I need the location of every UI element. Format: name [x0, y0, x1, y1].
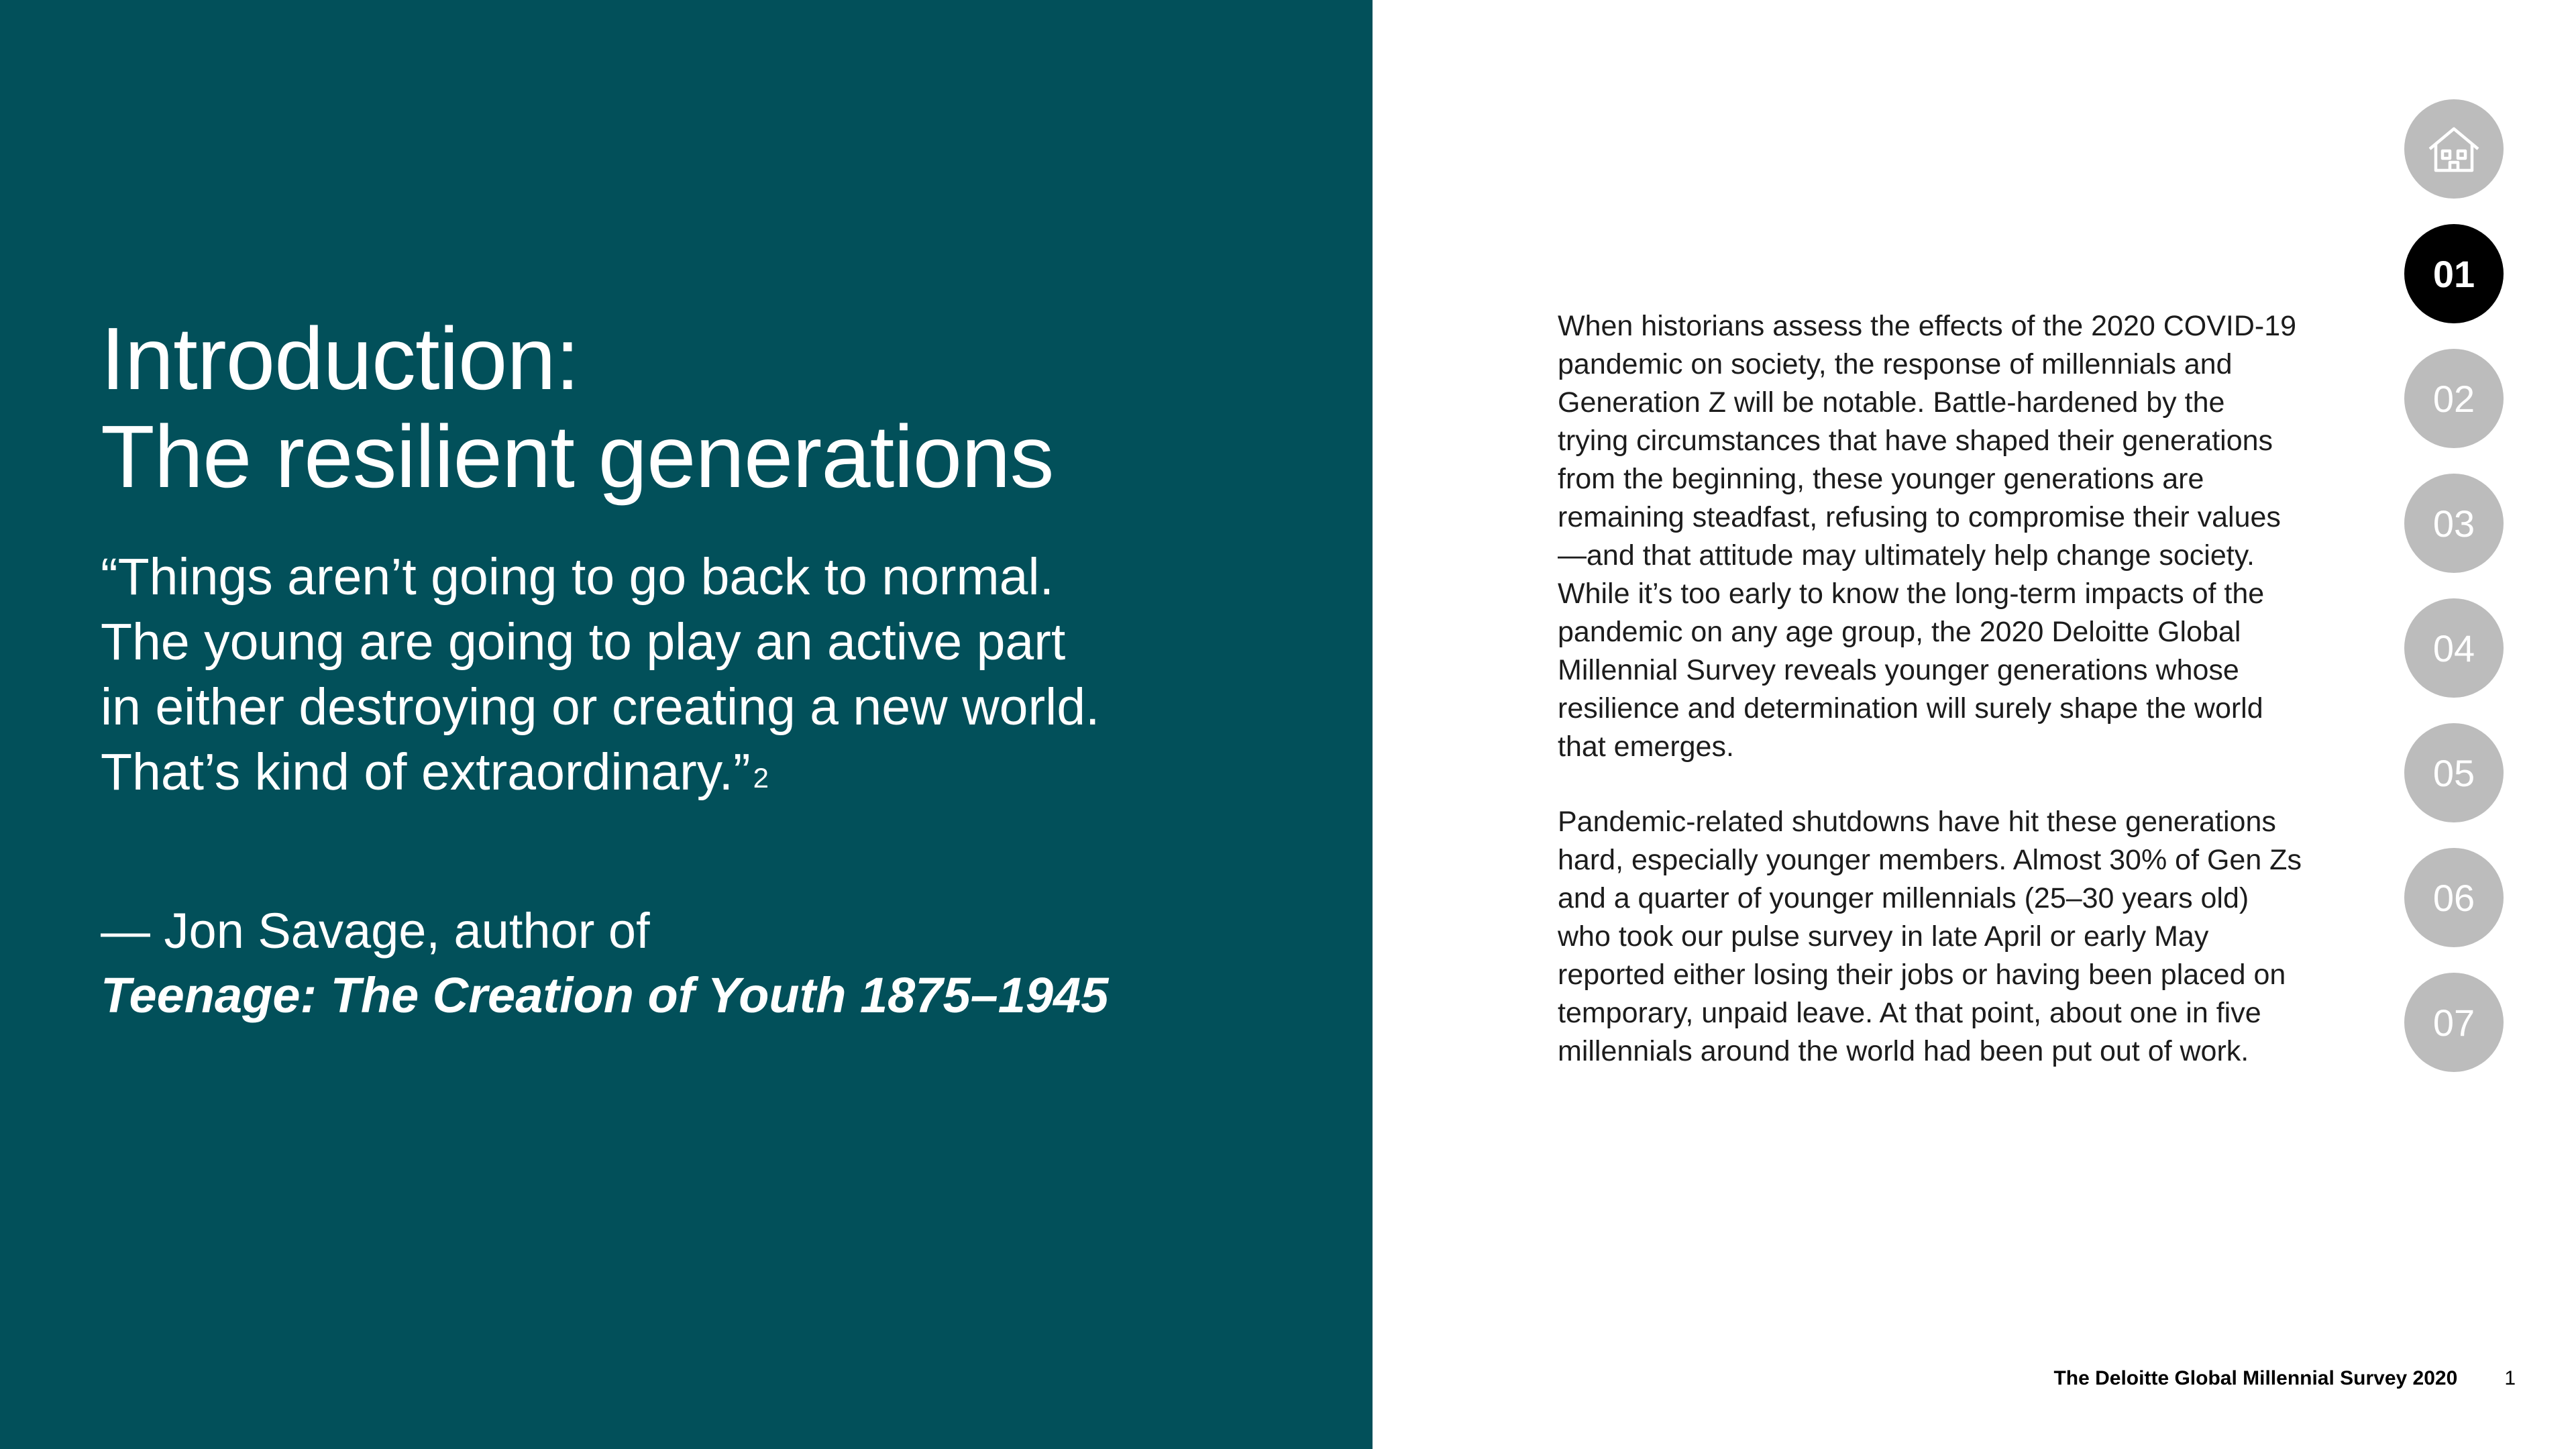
nav-section-01[interactable]: 01 [2404, 224, 2504, 323]
body-paragraph-1: When historians assess the effects of the 2020 COVID-19 pandemic on society, the response of millennials and Generation Z will be notable. Battle-hardened by the trying circumstances that have shaped their generations from the beginning, these younger generations are remaining steadfast, refusing to compromise their values—and that attitude may ultimately help change society. While it’s too early to know the long-term impacts of the pandemic on any age group, the 2020 Deloitte Global Millennial Survey reveals younger generations whose resilience and determination will surely shape the world that emerges. [1558, 310, 2297, 763]
nav-section-03[interactable]: 03 [2404, 474, 2504, 573]
pull-quote [101, 545, 1275, 805]
nav-section-02[interactable]: 02 [2404, 349, 2504, 448]
quote-attribution [101, 899, 1108, 1028]
body-text [1558, 307, 2302, 1108]
quote-line-2: The young are going to play an active part [101, 613, 1066, 671]
footnote-ref[interactable]: 2 [753, 762, 769, 794]
section-nav [2404, 99, 2505, 1097]
nav-home-button[interactable] [2404, 99, 2504, 199]
nav-section-05[interactable]: 05 [2404, 723, 2504, 822]
quote-line-3: in either destroying or creating a new world. [101, 678, 1100, 736]
title-line-1: Introduction: [101, 309, 580, 408]
book-title: Teenage: The Creation of Youth 1875–1945 [101, 967, 1109, 1023]
quote-author: — Jon Savage, author of [101, 903, 650, 959]
page-title [101, 310, 1054, 506]
nav-section-04[interactable]: 04 [2404, 598, 2504, 698]
body-paragraph-2: Pandemic-related shutdowns have hit these generations hard, especially younger members. Almost 30% of Gen Zs and a quarter of younger millennials (25–30 years old) who took our pulse survey in late April or early May reported either losing their jobs or having been placed on temporary, unpaid leave. At that point, about one in five millennials around the world had been put out of work. [1558, 806, 2302, 1067]
quote-line-4 [101, 740, 1275, 805]
page-footer [2053, 1367, 2516, 1390]
footer-survey-title: The Deloitte Global Millennial Survey 2020 [2053, 1367, 2458, 1389]
home-icon [2423, 118, 2485, 180]
quote-line-1: “Things aren’t going to go back to normal. [101, 548, 1055, 606]
quote-line-4-text: That’s kind of extraordinary.” [101, 743, 751, 801]
nav-section-06[interactable]: 06 [2404, 848, 2504, 947]
nav-section-07[interactable]: 07 [2404, 973, 2504, 1072]
title-line-2: The resilient generations [101, 407, 1054, 506]
page-number: 1 [2504, 1367, 2516, 1389]
